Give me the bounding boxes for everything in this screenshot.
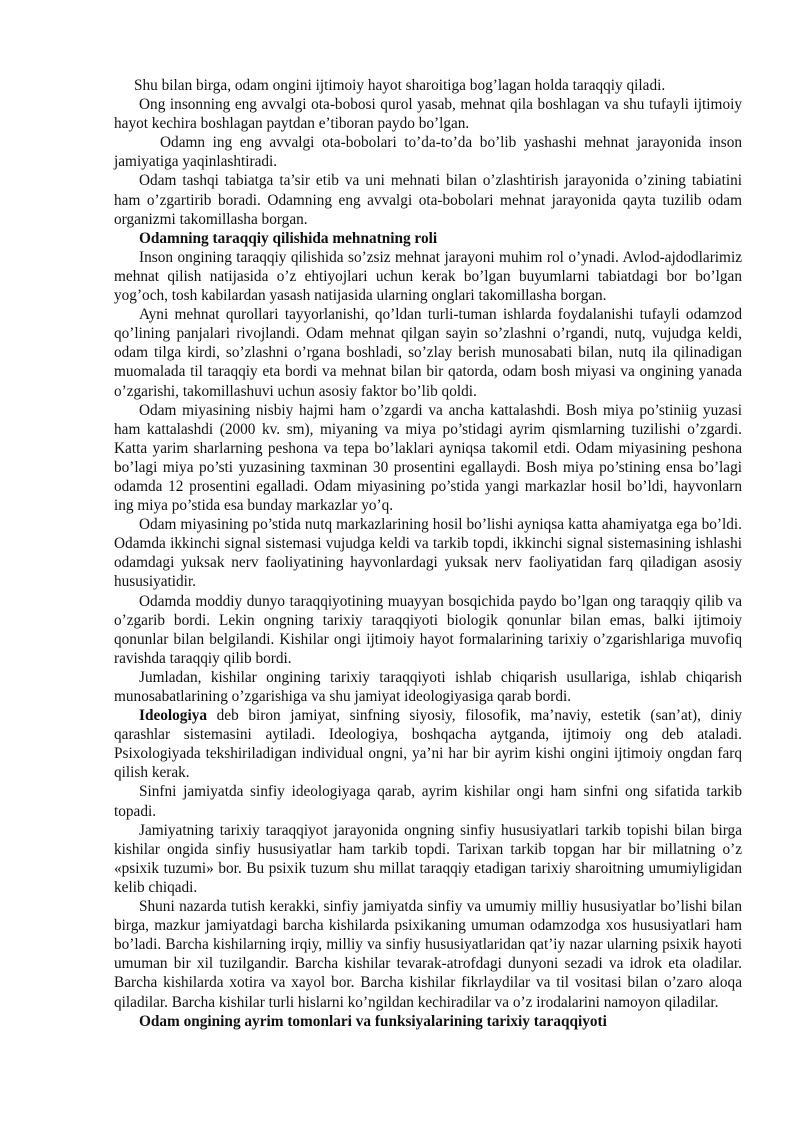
section-heading-consciousness-functions: Odam ongining ayrim tomonlari va funksiyalarining tarixiy taraqqiyoti	[139, 1012, 607, 1030]
paragraph-9: Odamda moddiy dunyo taraqqiyotining muayyan bosqichida paydo bo’lgan ong taraqqiy qilib va o’zgarib bordi. Lekin ongning tarixiy taraqqiyoti biologik qonunlar bilan emas, balki ijtimoiy qonunlar bilan belgilandi. Kishilar ongi ijtimoiy hayot formalarining tarixiy o’zgarishlariga muvofiq ravishda taraqqiy qilib bordi.	[114, 592, 742, 667]
paragraph-14: Shuni nazarda tutish kerakki, sinfiy jamiyatda sinfiy va umumiy milliy hususiyatlar bo’lishi bilan birga, mazkur jamiyatdagi barcha kishilarda psixikaning umuman odamzodga xos hususiyatlari ham bo’ladi. Barcha kishilarning irqiy, milliy va sinfiy hususiyatlaridan qat’iy nazar ularning psixik hayoti umuman bir xil tuzilgandir. Barcha kishilar tevarak-atrofdagi dunyoni sezadi va idrok eta oladilar. Barcha kishilarda xotira va xayol bor. Barcha kishilar fikrlaydilar va til vositasi bilan o’zaro aloqa qiladilar. Barcha kishilar turli hislarni ko’ngildan kechiradilar va o’z irodalarini namoyon qiladilar.	[114, 898, 742, 1011]
section-heading-labor-role: Odamning taraqqiy qilishida mehnatning roli	[139, 229, 438, 247]
paragraph-3: Odamn ing eng avvalgi ota-bobolari to’da-to’da bo’lib yashashi mehnat jarayonida inson jamiyatiga yaqinlashtiradi.	[114, 134, 742, 171]
paragraph-ideology	[114, 706, 742, 782]
paragraph-10: Jumladan, kishilar ongining tarixiy taraqqiyoti ishlab chiqarish usullariga, ishlab chiqarish munosabatlarining o’zgarishiga va shu jamiyat ideologiyasiga qarab bordi.	[114, 668, 742, 705]
document-page	[114, 76, 742, 1031]
paragraph-8: Odam miyasining po’stida nutq markazlarining hosil bo’lishi ayniqsa katta ahamiyatga ega bo’ldi. Odamda ikkinchi signal sistemasi vujudga keldi va tarkib topdi, ikkinchi signal sistemasining ishlashi odamdagi yuksak nerv faoliyatining hayvonlardagi yuksak nerv faoliyatidan farq qiladigan asosiy hususiyatidir.	[114, 516, 742, 591]
paragraph-6: Ayni mehnat qurollari tayyorlanishi, qo’ldan turli-tuman ishlarda foydalanishi tufayli odamzod qo’lining panjalari rivojlandi. Odam mehnat qilgan sayin so’zlashni o’rgandi, nutq, vujudga keldi, odam tilga kirdi, so’zlashni o’rgana boshladi, so’zlay berish munosabati bilan, nutq ila qilinadigan muomalada til taraqqiy eta bordi va mehnat bilan bir qatorda, odam bosh miyasi va ongining yanada o’zgarishi, takomillashuvi uchun asosiy faktor bo’lib qoldi.	[114, 306, 742, 400]
paragraph-2: Ong insonning eng avvalgi ota-bobosi qurol yasab, mehnat qila boshlagan va shu tufayli ijtimoiy hayot kechira boshlagan paytdan e’tiboran paydo bo’lgan.	[114, 96, 742, 133]
paragraph-12: Sinfni jamiyatda sinfiy ideologiyaga qarab, ayrim kishilar ongi ham sinfni ong sifatida tarkib topadi.	[114, 783, 742, 820]
paragraph-7: Odam miyasining nisbiy hajmi ham o’zgardi va ancha kattalashdi. Bosh miya po’stiniig yuzasi ham kattalashdi (2000 kv. sm), miyaning va miya po’stidagi ayrim qismlarning tuzilishi o’zgardi. Katta yarim sharlarning peshona va tepa bo’laklari ayniqsa takomil etdi. Odam miyasining peshona bo’lagi miya po’sti yuzasining taxminan 30 prosentini egallaydi. Bosh miya po’stining ensa bo’lagi odamda 12 prosentini egalladi. Odam miyasining po’stida yangi markazlar hosil bo’ldi, hayvonlarn ing miya po’stida esa bunday markazlar yo’q.	[114, 401, 742, 515]
paragraph-1: Shu bilan birga, odam ongini ijtimoiy hayot sharoitiga bog’lagan holda taraqqiy qiladi.	[134, 77, 666, 94]
ideology-term: Ideologiya	[139, 707, 207, 725]
paragraph-13: Jamiyatning tarixiy taraqqiyot jarayonida ongning sinfiy hususiyatlari tarkib topishi bilan birga kishilar ongida sinfiy hususiyatlar ham tarkib topdi. Tarixan tarkib topgan har bir millatning o’z «psixik tuzumi» bor. Bu psixik tuzum shu millat taraqqiy etadigan tarixiy sharoitning umumiyligidan kelib chiqadi.	[114, 821, 742, 896]
ideology-definition: deb biron jamiyat, sinfning siyosiy, filosofik, ma’naviy, estetik (san’at), diniy qarashlar sistemasini aytiladi. Ideologiya, boshqacha aytganda, ijtimoiy ong deb ataladi. Psixologiyada tekshiriladigan individual ongni, ya’ni har bir ayrim kishi ongini ijtimoiy ongdan farq qilish kerak.	[114, 707, 742, 782]
paragraph-4: Odam tashqi tabiatga ta’sir etib va uni mehnati bilan o’zlashtirish jarayonida o’zining tabiatini ham o’zgartirib boradi. Odamning eng avvalgi ota-bobolari mehnat jarayonida qayta tuzilib odam organizmi takomillasha borgan.	[114, 172, 742, 228]
paragraph-5: Inson ongining taraqqiy qilishida so’zsiz mehnat jarayoni muhim rol o’ynadi. Avlod-ajdodlarimiz mehnat qilish natijasida o’z ehtiyojlari uchun kerak bo’lgan buyumlarni tabiatdagi bor bo’lgan yog’och, tosh kabilardan yasash natijasida ularning onglari takomillasha borgan.	[114, 248, 742, 305]
